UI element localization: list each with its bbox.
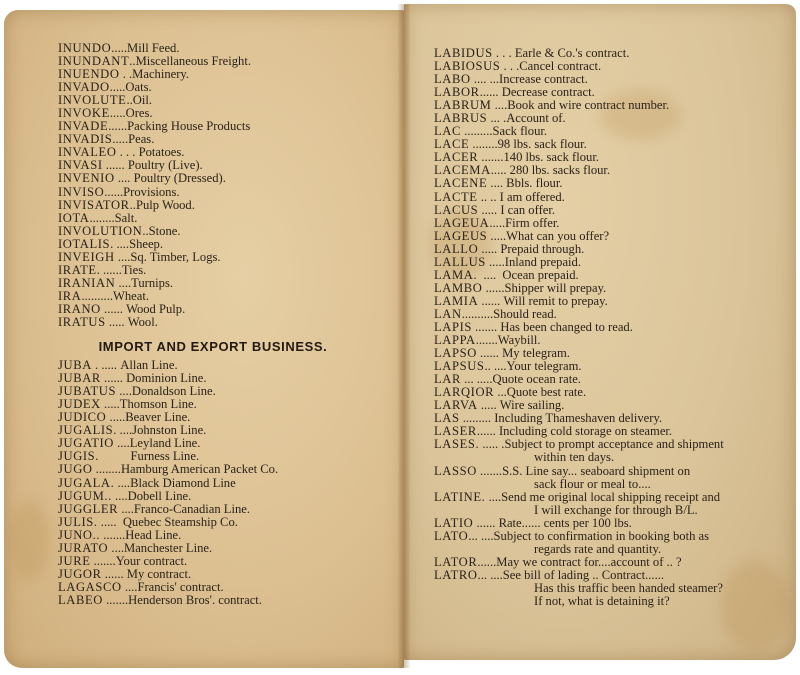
code-word: LASSO [434,463,477,478]
dot-leader: ........ [469,137,498,152]
dot-leader: ....... [476,463,503,478]
dot-leader: .. [142,223,149,238]
code-word: IRANO [58,301,101,316]
code-entry [58,172,368,185]
dot-leader: . .... [110,236,130,251]
code-meaning: Prepaid through. [500,241,585,256]
code-meaning: S.S. Line say... seaboard shipment on [502,463,691,478]
code-meaning: Miscellaneous Freight. [135,54,251,69]
code-meaning: Has been changed to read. [500,319,633,334]
code-entry [58,503,368,516]
code-meaning: Subject to prompt acceptance and shipment [504,437,724,452]
code-meaning: Will remit to prepay. [503,293,608,308]
commodity-code-list [58,42,368,329]
dot-leader: .... [111,488,128,503]
code-meaning: I can offer. [500,202,556,217]
code-entry [58,186,368,199]
dot-leader: .... [477,267,503,282]
code-meaning: Potatoes. [138,145,185,160]
code-entry [434,465,764,478]
code-word: LABOR [434,85,480,100]
dot-leader: .. [126,93,133,108]
code-entry [58,581,368,594]
dot-leader: .. .. [477,189,500,204]
code-entry [58,529,368,542]
code-word: LABIDUS [434,46,493,60]
code-word: LACUS [434,202,479,217]
code-entry [58,477,368,490]
dot-leader: ...... [479,85,502,100]
code-word: LASES. [434,437,480,452]
dot-leader: . . . [116,145,139,160]
code-word: INVADO [58,80,110,95]
code-meaning: Rate...... cents per 100 lbs. [498,515,632,530]
code-entry [58,225,368,238]
code-entry [434,230,764,243]
code-word: JUBAR [58,371,101,386]
code-meaning: Inland prepaid. [504,254,581,269]
code-word: LAMA. [434,267,478,282]
code-word: JUDEX [58,397,101,412]
code-word: LACENE [434,176,488,191]
code-word: IOTA [58,210,90,225]
code-word: INVOLUTION [58,223,143,238]
code-meaning: Donaldson Line. [131,384,216,399]
code-word: LACTE [434,189,478,204]
code-meaning: Thomson Line. [119,397,197,412]
code-entry [434,243,764,256]
code-word: INVASI [58,158,103,173]
code-meaning: Salt. [114,210,138,225]
code-meaning: Oil. [132,93,152,108]
code-meaning: Cancel contract. [519,59,602,74]
code-word: IOTALIS [58,236,111,251]
code-meaning: Provisions. [123,184,180,199]
code-word: JUGUM.. [58,488,112,503]
code-word: LAPIS [434,319,472,334]
code-meaning: Hamburg American Packet Co. [120,462,279,477]
right-column [434,47,764,608]
code-word: JUDICO [58,410,107,425]
code-word: LAR [434,372,461,387]
code-entry [58,316,368,329]
dot-leader: .... [487,176,507,191]
code-meaning: Turnips. [131,275,174,290]
code-word: LAN [434,306,462,321]
code-meaning: May we contract for....account of .. ? [496,554,682,569]
dot-leader: ... .... [477,567,503,582]
code-meaning: Peas. [128,132,155,147]
code-word: LALLO [434,241,479,256]
code-word: JUGALA. [58,475,115,490]
code-meaning: Book and wire contract number. [507,98,670,113]
code-word: JURATO [58,540,109,555]
code-word: JUGIS. [58,449,100,464]
dot-leader: ...... [104,184,124,199]
code-meaning: Account of. [506,111,566,126]
code-meaning: Your telegram. [506,359,582,374]
dot-leader: .......... [461,306,494,321]
code-word: INVOLUTE [58,93,127,108]
code-meaning: Mill Feed. [127,41,180,55]
code-meaning: 140 lbs. sack flour. [503,150,599,165]
dot-leader: .... [115,275,132,290]
code-word: INUNDO [58,41,112,55]
code-meaning-continuation: within ten days. [534,450,615,465]
code-meaning: What can you offer? [506,228,610,243]
dot-leader: .... [108,540,125,555]
code-entry [58,251,368,264]
code-meaning: Decrease contract. [501,85,595,100]
code-meaning-continuation: I will exchange for through B/L. [534,502,698,517]
code-meaning: Ores. [125,106,153,121]
code-word: LATOR [434,554,478,569]
code-meaning: Wood Pulp. [126,301,186,316]
dot-leader: ..... [490,163,510,178]
dot-leader: ..... [112,132,129,147]
code-meaning: Firm offer. [505,215,560,230]
dot-leader: .... [121,579,138,594]
code-word: LAPSUS [434,359,485,374]
code-entry [58,568,368,581]
code-entry [58,463,368,476]
dot-leader: ... .... [468,528,494,543]
code-entry [434,204,764,217]
code-word: LARQIOR [434,385,495,400]
code-entry [434,491,764,504]
code-meaning: Ties. [121,262,147,277]
code-word: IRA [58,288,82,303]
code-entry [434,256,764,269]
dot-leader: ...... [477,554,497,569]
code-word: LATIO [434,515,474,530]
book-gutter [398,4,410,668]
code-word: LABRUS [434,111,488,126]
code-meaning: Earle & Co.'s contract. [514,46,630,60]
code-word: INVOKE [58,106,110,121]
code-word: JUBA [58,358,92,373]
code-word: JUGATIO [58,436,114,451]
code-meaning: Furness Line. [130,449,200,464]
code-meaning: Stone. [148,223,181,238]
dot-leader: ..... [489,215,506,230]
code-meaning: Packing House Products [127,119,251,134]
code-entry [58,516,368,529]
code-meaning-continuation: If not, what is detaining it? [534,593,670,608]
dot-leader: ..... [477,398,500,413]
dot-leader: .... [116,384,132,399]
water-stain [10,500,50,580]
code-meaning: Bbls. flour. [506,176,563,191]
dot-leader: ....... [478,150,504,165]
code-word: LAPSO [434,346,477,361]
code-entry [58,199,368,212]
dot-leader: .... [114,171,134,186]
code-entry [434,269,764,282]
code-word: LAGEUA [434,215,490,230]
code-meaning: Subject to confirmation in booking both as [493,528,710,543]
code-word: JUBATUS [58,384,117,399]
code-meaning: Sq. Timber, Logs. [130,249,221,264]
code-word: INVADIS [58,132,113,147]
code-word: LABRUM [434,98,492,113]
code-meaning: Including Thameshaven delivery. [494,411,663,426]
code-meaning: Quote best rate. [506,385,587,400]
code-word: INVISATOR [58,197,130,212]
dot-leader: .... [485,489,502,504]
code-word: LALLUS [434,254,486,269]
code-word: LACER [434,150,479,165]
dot-leader: . ...... [96,262,122,277]
code-meaning: Send me original local shipping receipt and [501,489,721,504]
code-meaning: Quote ocean rate. [492,372,581,387]
code-word: LAGASCO [58,579,122,594]
code-meaning-continuation: Has this traffic been handed steamer? [534,580,723,595]
code-word: IRANIAN [58,275,116,290]
code-word: LACEMA [434,163,491,178]
dot-leader: ...... [476,346,503,361]
code-word: INUNDANT [58,54,130,69]
code-word: IRATUS [58,314,106,329]
contract-code-list [434,47,764,608]
code-meaning: Poultry (Live). [127,158,203,173]
dot-leader: ...... [473,515,499,530]
code-meaning: Shipper will prepay. [504,280,607,295]
code-entry [434,295,764,308]
code-word: LARVA [434,398,478,413]
dot-leader: . . . [492,46,515,60]
dot-leader: ...... [102,158,128,173]
dot-leader: ..... [109,106,126,121]
code-entry [434,530,764,543]
dot-leader: ... ..... [461,372,493,387]
code-entry [58,277,368,290]
dot-leader: ...... [482,280,505,295]
code-word: INVISO [58,184,105,199]
code-meaning: Black Diamond Line [130,475,236,490]
code-meaning: Head Line. [125,527,182,542]
dot-leader: . . . [500,59,520,74]
code-word: INVADE [58,119,109,134]
code-meaning: Poultry (Dressed). [133,171,226,186]
dot-leader: ..... [485,254,505,269]
dot-leader: ...... [476,424,499,439]
code-word: LAGEUS [434,228,488,243]
code-meaning: Your contract. [115,553,188,568]
code-meaning: Wire sailing. [499,398,565,413]
code-meaning: Quebec Steamship Co. [122,514,238,529]
code-meaning: My telegram. [502,346,570,361]
dot-leader: ...... [108,119,128,134]
code-entry [434,282,764,295]
code-word: LABO [434,72,471,87]
code-word: LATINE. [434,489,486,504]
code-meaning: Beaver Line. [125,410,191,425]
code-entry [58,264,368,277]
code-meaning: Sack flour. [492,124,548,139]
dot-leader: ....... [90,553,116,568]
code-meaning: Leyland Line. [129,436,201,451]
code-meaning: Manchester Line. [124,540,213,555]
dot-leader: .... [114,475,131,490]
code-entry [58,212,368,225]
dot-leader: .... [118,501,134,516]
code-word: JUNO.. [58,527,101,542]
code-meaning: See bill of lading .. Contract...... [502,567,665,582]
code-word: IRATE [58,262,97,277]
code-word: LABIOSUS [434,59,501,74]
code-meaning: I am offered. [499,189,565,204]
code-word: LAC [434,124,461,139]
dot-leader: ..... [109,80,126,95]
left-column [58,42,368,607]
code-meaning: Ocean prepaid. [502,267,579,282]
code-word: INUENDO [58,67,120,82]
code-meaning-continuation: regards rate and quantity. [534,541,662,556]
dot-leader: ..... . [479,437,505,452]
dot-leader: ........ [89,210,115,225]
code-meaning: Pulp Wood. [135,197,195,212]
dot-leader: ...... [100,371,127,386]
code-word: INVALEO [58,145,117,160]
code-word: INVEIGH [58,249,115,264]
code-meaning: Allan Line. [120,358,178,373]
code-word: JUGOR [58,566,102,581]
code-entry [434,556,764,569]
code-meaning: My contract. [126,566,192,581]
code-word: INVENIO [58,171,115,186]
code-word: LASER [434,424,477,439]
code-meaning: Johnston Line. [132,423,207,438]
dot-leader: .. [129,197,136,212]
code-meaning: Oats. [125,80,152,95]
code-word: LATO [434,528,469,543]
code-meaning: Including cold storage on steamer. [498,424,673,439]
dot-leader: ...... [478,293,504,308]
dot-leader: . . [119,67,133,82]
code-meaning: 280 lbs. sacks flour. [509,163,611,178]
dot-leader: ......... [461,124,493,139]
code-meaning: Dobell Line. [127,488,192,503]
code-entry [434,177,764,190]
code-meaning-continuation: sack flour or meal to.... [534,476,651,491]
code-word: LABEO [58,592,103,607]
dot-leader: ..... [106,410,126,425]
code-meaning: 98 lbs. sack flour. [497,137,587,152]
code-meaning: Waybill. [497,333,541,348]
dot-leader: ..... [97,514,123,529]
dot-leader: ..... [105,314,128,329]
dot-leader: ..... [100,397,120,412]
dot-leader: ....... [472,319,501,334]
dot-leader: .. [129,54,136,69]
code-entry [58,490,368,503]
dot-leader: .... [114,249,131,264]
code-meaning: Wheat. [112,288,149,303]
code-word: JUGO [58,462,93,477]
dot-leader: .... [113,436,130,451]
code-word: JURE [58,553,91,568]
code-meaning: Henderson Bros'. contract. [128,592,262,607]
code-meaning: Increase contract. [499,72,588,87]
code-word: LAS [434,411,460,426]
code-word: JUGGLER [58,501,119,516]
dot-leader: .... ... [470,72,500,87]
code-entry [58,238,368,251]
dot-leader: ....... [475,333,498,348]
dot-leader: .... [491,98,508,113]
code-entry [58,542,368,555]
dot-leader: ..... [111,41,128,55]
code-word: LAMBO [434,280,483,295]
code-word: LAMIA [434,293,479,308]
code-word: JUGALIS [58,423,114,438]
code-meaning: Machinery. [132,67,190,82]
code-entry [434,569,764,582]
dot-leader: ....... [100,527,126,542]
dot-leader: ... . [487,111,507,126]
dot-leader: ...... [101,566,127,581]
dot-leader: ....... [102,592,129,607]
dot-leader: ..... [478,202,501,217]
shipping-line-code-list [58,359,368,607]
code-entry [58,290,368,303]
dot-leader: ...... [100,301,127,316]
code-word: LATRO [434,567,478,582]
dot-leader: ..... [487,228,507,243]
dot-leader: .......... [81,288,113,303]
code-entry [58,555,368,568]
code-entry [58,594,368,607]
section-heading: IMPORT AND EXPORT BUSINESS. [98,339,328,355]
dot-leader: ........ [92,462,121,477]
code-entry [434,517,764,530]
code-meaning: Dominion Line. [126,371,207,386]
code-word: LAPPA [434,333,476,348]
dot-leader: ......... [459,411,495,426]
code-meaning: Franco-Canadian Line. [133,501,251,516]
code-entry [434,191,764,204]
dot-leader: ..... [478,241,501,256]
dot-leader: . ..... [91,358,121,373]
code-meaning: Should read. [493,306,557,321]
code-word: JULIS. [58,514,98,529]
code-word: LACE [434,137,470,152]
dot-leader: . .... [113,423,133,438]
dot-leader: .. .... [484,359,507,374]
code-meaning: Wool. [127,314,158,329]
dot-leader: ... [494,385,507,400]
code-entry [434,217,764,230]
code-meaning: Francis' contract. [137,579,224,594]
code-meaning: Sheep. [129,236,163,251]
